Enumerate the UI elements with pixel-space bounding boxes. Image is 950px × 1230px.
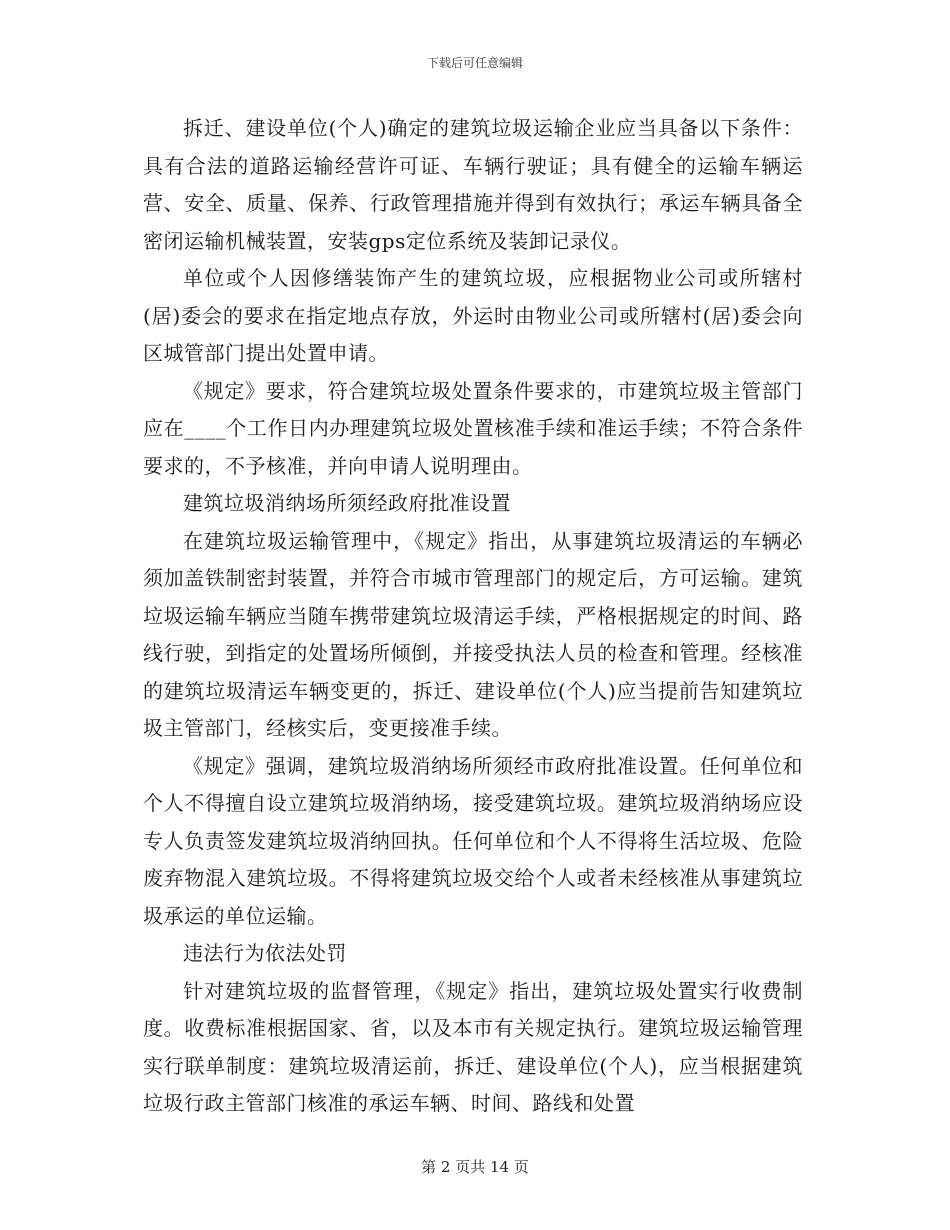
paragraph: 针对建筑垃圾的监督管理，《规定》指出，建筑垃圾处置实行收费制度。收费标准根据国家、省，以及本市有关规定执行。建筑垃圾运输管理实行联单制度：建筑垃圾清运前，拆迁、建设单位(个人)，应当根据建筑垃圾行政主管部门核准的承运车辆、时间、路线和处置	[143, 978, 803, 1115]
paragraph: 《规定》强调，建筑垃圾消纳场所须经市政府批准设置。任何单位和个人不得擅自设立建筑垃圾消纳场，接受建筑垃圾。建筑垃圾消纳场应设专人负责签发建筑垃圾消纳回执。任何单位和个人不得将生活垃圾、危险废弃物混入建筑垃圾。不得将建筑垃圾交给个人或者未经核准从事建筑垃圾承运的单位运输。	[143, 753, 803, 928]
document-body	[143, 110, 803, 1123]
section-heading: 违法行为依法处罚	[183, 941, 347, 965]
page-header-note: 下载后可任意编辑	[426, 56, 523, 70]
paragraph: 拆迁、建设单位(个人)确定的建筑垃圾运输企业应当具备以下条件：具有合法的道路运输经营许可证、车辆行驶证；具有健全的运输车辆运营、安全、质量、保养、行政管理措施并得到有效执行；承运车辆具备全密闭运输机械装置，安装gps定位系统及装卸记录仪。	[143, 116, 803, 253]
paragraph: 《规定》要求，符合建筑垃圾处置条件要求的，市建筑垃圾主管部门应在____个工作日内办理建筑垃圾处置核准手续和准运手续；不符合条件要求的，不予核准，并向申请人说明理由。	[143, 378, 803, 478]
paragraph: 在建筑垃圾运输管理中，《规定》指出，从事建筑垃圾清运的车辆必须加盖铁制密封装置，并符合市城市管理部门的规定后，方可运输。建筑垃圾运输车辆应当随车携带建筑垃圾清运手续，严格根据规定的时间、路线行驶，到指定的处置场所倾倒，并接受执法人员的检查和管理。经核准的建筑垃圾清运车辆变更的，拆迁、建设单位(个人)应当提前告知建筑垃圾主管部门，经核实后，变更接准手续。	[143, 528, 803, 740]
section-heading: 建筑垃圾消纳场所须经政府批准设置	[183, 491, 511, 515]
paragraph: 单位或个人因修缮装饰产生的建筑垃圾，应根据物业公司或所辖村(居)委会的要求在指定地点存放，外运时由物业公司或所辖村(居)委会向区城管部门提出处置申请。	[143, 266, 803, 365]
page-number: 第 2 页共 14 页	[421, 1158, 529, 1176]
